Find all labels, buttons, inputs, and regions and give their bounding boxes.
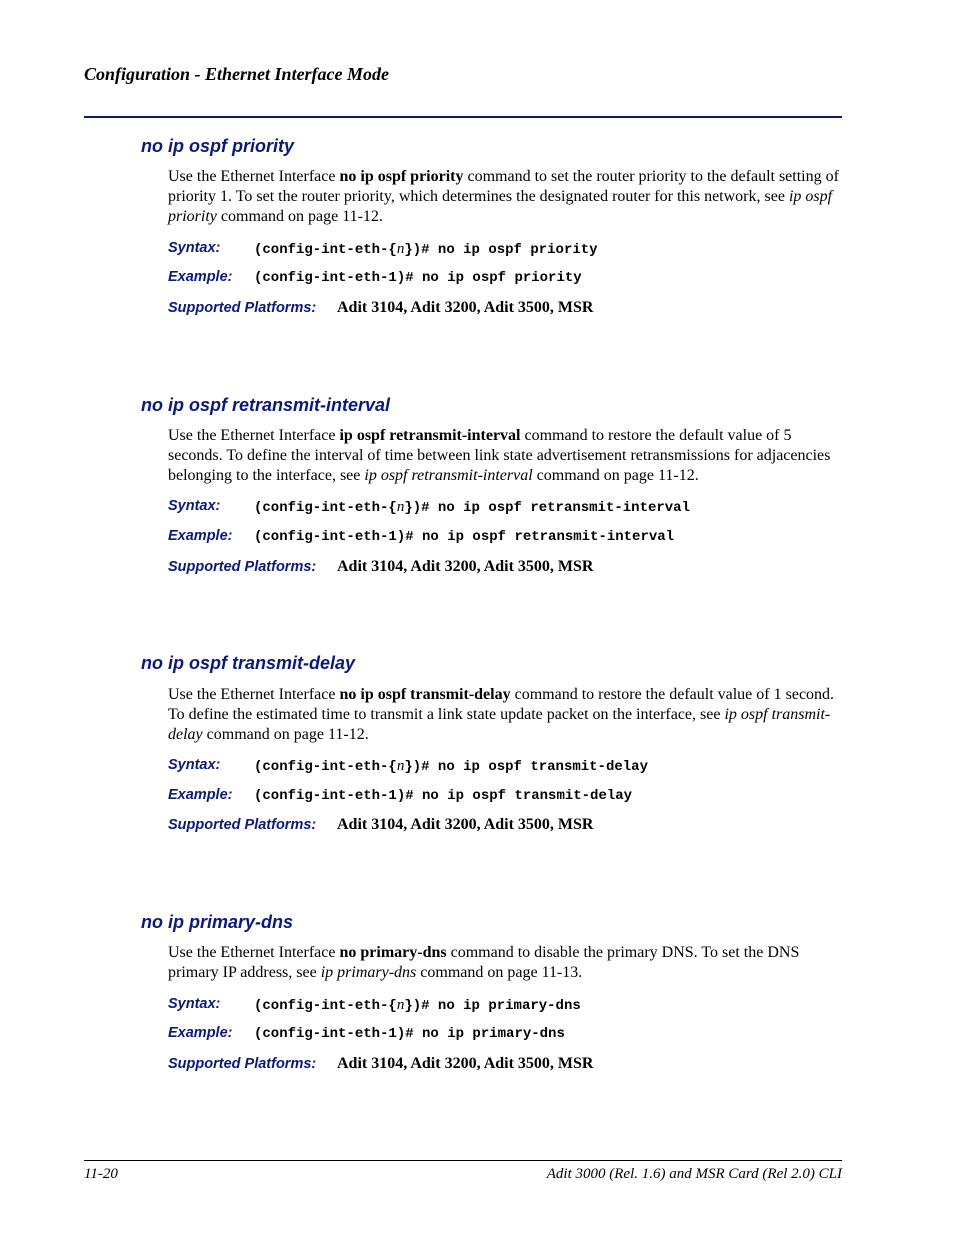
body-text: Use the Ethernet Interface — [168, 944, 340, 961]
section-body — [168, 426, 842, 486]
command-name: no ip ospf priority — [339, 168, 464, 185]
footer-rule — [84, 1160, 842, 1161]
body-text: command on page 11-13. — [416, 964, 583, 981]
example-code: (config-int-eth-1)# no ip ospf retransmit-interval — [254, 529, 675, 545]
example-label: Example: — [168, 269, 233, 285]
example-label: Example: — [168, 1025, 233, 1041]
section-title: no ip primary-dns — [141, 912, 294, 932]
example-code: (config-int-eth-1)# no ip ospf priority — [254, 270, 582, 286]
syntax-label: Syntax: — [168, 240, 221, 256]
running-header: Configuration - Ethernet Interface Mode — [84, 64, 390, 84]
section-body — [168, 943, 842, 983]
syntax-label: Syntax: — [168, 757, 221, 773]
platforms-value: Adit 3104, Adit 3200, Adit 3500, MSR — [337, 299, 594, 316]
syntax-code: (config-int-eth-{n})# no ip primary-dns — [254, 997, 581, 1014]
syntax-code: (config-int-eth-{n})# no ip ospf transmit-delay — [254, 758, 648, 775]
platforms-value: Adit 3104, Adit 3200, Adit 3500, MSR — [337, 816, 594, 833]
cross-reference: ip primary-dns — [320, 964, 417, 981]
cross-reference: ip ospf priority — [168, 188, 833, 225]
example-code: (config-int-eth-1)# no ip ospf transmit-delay — [254, 788, 633, 804]
body-text: command to set the router priority to the default setting of priority 1. To set the router priority, which determines the designated router for this network, see — [168, 168, 839, 205]
platforms-label: Supported Platforms: — [168, 1056, 317, 1072]
example-code: (config-int-eth-1)# no ip primary-dns — [254, 1026, 565, 1042]
platforms-row — [0, 299, 954, 319]
platforms-label: Supported Platforms: — [168, 300, 317, 316]
platforms-label: Supported Platforms: — [168, 559, 317, 575]
syntax-label: Syntax: — [168, 498, 221, 514]
syntax-label: Syntax: — [168, 996, 221, 1012]
cross-reference: ip ospf retransmit-interval — [364, 467, 533, 484]
body-text: command to disable the primary DNS. To set the DNS primary IP address, see — [168, 944, 800, 981]
platforms-row — [0, 1055, 954, 1075]
syntax-code: (config-int-eth-{n})# no ip ospf priority — [254, 241, 598, 258]
header-rule — [84, 116, 842, 118]
page-number: 11-20 — [84, 1166, 118, 1182]
body-text: command on page 11-12. — [216, 208, 383, 225]
platforms-value: Adit 3104, Adit 3200, Adit 3500, MSR — [337, 1055, 594, 1072]
body-text: Use the Ethernet Interface — [168, 686, 340, 703]
body-text: command to restore the default value of 1 second. To define the estimated time to transmit a link state update packet on the interface, see — [168, 686, 835, 723]
example-label: Example: — [168, 787, 233, 803]
body-text: Use the Ethernet Interface — [168, 427, 340, 444]
section-title: no ip ospf transmit-delay — [141, 653, 356, 673]
body-text: command on page 11-12. — [532, 467, 699, 484]
section-body — [168, 685, 842, 745]
body-text: command to restore the default value of 5 seconds. To define the interval of time between link state advertisement retransmissions for adjacencies belonging to the interface, see — [168, 427, 831, 484]
section-body — [168, 167, 842, 227]
body-text: Use the Ethernet Interface — [168, 168, 340, 185]
section-title: no ip ospf priority — [141, 136, 294, 156]
platforms-row — [0, 816, 954, 836]
cross-reference: ip ospf transmit-delay — [168, 706, 831, 743]
example-label: Example: — [168, 528, 233, 544]
section-title: no ip ospf retransmit-interval — [141, 395, 391, 415]
command-name: no ip ospf transmit-delay — [339, 686, 511, 703]
platforms-value: Adit 3104, Adit 3200, Adit 3500, MSR — [337, 558, 594, 575]
platforms-label: Supported Platforms: — [168, 817, 317, 833]
footer-doc-title: Adit 3000 (Rel. 1.6) and MSR Card (Rel 2.0) CLI — [546, 1166, 842, 1182]
body-text: command on page 11-12. — [202, 726, 369, 743]
platforms-row — [0, 558, 954, 578]
command-name: ip ospf retransmit-interval — [339, 427, 521, 444]
syntax-code: (config-int-eth-{n})# no ip ospf retransmit-interval — [254, 499, 690, 516]
command-name: no primary-dns — [339, 944, 447, 961]
